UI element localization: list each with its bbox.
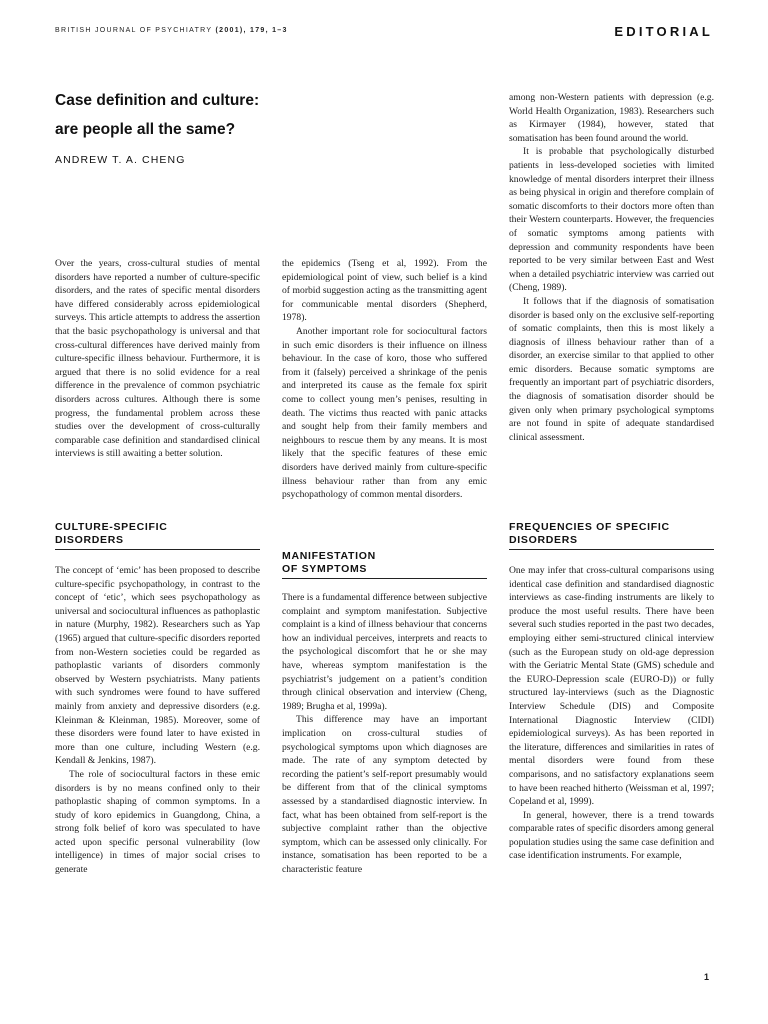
section-body-manifestation	[282, 591, 487, 876]
section-heading-manifestation	[282, 550, 487, 579]
paragraph: among non-Western patients with depression (e.g. World Health Organization, 1983). Researchers such as Kirmayer (1984), however, stated that somatisation has been found around the world.	[509, 92, 714, 144]
paragraph: The role of sociocultural factors in these emic disorders is by no means confined only to their pathoplastic shaping of common symptoms. In a study of koro epidemics in Guangdong, China, a strong folk belief of koro was speculated to have acted upon specific personal vulnerability (low intelligence) in times of major social crises to generate	[55, 768, 260, 876]
paragraph: This difference may have an important implication on cross-cultural studies of psychological symptoms upon which diagnoses are made. The rate of any symptom detected by recording the patient’s self-report presumably would be different from that of the clinical symptoms assessed by a standardised diagnostic interview. In fact, what has been obtained from self-report is the subjective complaint rather than the objective symptom, which can be assessed only clinically. For instance, somatisation has been reported to be a characteristic feature	[282, 714, 487, 875]
section-body-frequencies	[509, 564, 714, 863]
section-label: EDITORIAL	[614, 24, 713, 39]
paragraph: The concept of ‘emic’ has been proposed to describe culture-specific psychopathology, in contrast to the concept of ‘etic’, which sees psychopathology as universal and sociocultural influences as pathoplastic in nature (Murphy, 1982). Researchers such as Yap (1965) argued that culture-specific disorders reported from non-Western societies could be regarded as pathoplastic variants of disorders commonly observed by Western psychiatrists. Many patients with such syndromes were found to have suffered mainly from anxiety and depressive disorders (e.g. Kleinman & Kleinman, 1985). Moreover, some of these disorders were found later to have existed in more than one culture, including Western (e.g. Kendall & Jenkins, 1987).	[55, 565, 260, 767]
article-title-line-1: Case definition and culture:	[55, 92, 260, 109]
paragraph: It is probable that psychologically disturbed patients in less-developed societies with limited knowledge of mental disorders interpret their illness as being physical in origin and therefore complain of somatic discomforts to their doctors more often than their Western counterparts. However, the frequencies of somatic symptoms among patients with depression and community respondents have been reported to be very similar between East and West when a detailed psychiatric interview was carried out (Cheng, 1989).	[509, 146, 714, 294]
column-3-continuation	[509, 91, 714, 444]
paragraph: Another important role for sociocultural factors in such emic disorders is their influence on illness behaviour. In the case of koro, those who suffered from it (falsely) perceived a shrinkage of the penis and interpreted its cause as the female fox spirit come to collect young men’s penises, resulting in death. The victims thus reacted with panic attacks and sought help from their family members and neighbours to rescue them by any means. It is most likely that the specific features of these emic disorders have derived mainly from culture-specific illness behaviour rather than from any emic psychopathology of common mental disorders.	[282, 325, 487, 501]
journal-ref: (2001), 179, 1–3	[215, 27, 288, 34]
paragraph: One may infer that cross-cultural comparisons using identical case definition and standardised diagnostic interviews as case-finding instruments are likely to produce the most useful results. There have been several such studies reported in the past two decades, employing either semi-structured clinical interview (such as the European study on old-age depression with the Geriatric Mental State (GMS) schedule and the EURO-Depression scale (EURO-D)) or fully structured lay-interviews (such as the Diagnostic Interview Schedule (DIS) and Composite International Diagnostic Interview (CIDI) epidemiological surveys). As has been reported in the literature, differences and similarities in rates of mental disorders were found from these comparisons, and no satisfactory explanations seem to have been reached hitherto (Weissman et al, 1997; Copeland et al, 1999).	[509, 565, 714, 808]
section-heading-culture-specific	[55, 521, 260, 550]
abstract-text: Over the years, cross-cultural studies of mental disorders have reported a number of culture-specific disorders, and the rates of specific mental disorders have differed considerably across epidemiological surveys. This article attempts to address the assertion that the basic psychopathology is universal and that cross-cultural differences have derived mainly from culture-specific illness behaviour. Furthermore, it is argued that there is no solid evidence for a real difference in the prevalence of common psychiatric disorders across cultures. Although there is some progress, the fundamental problem across these studies over the development of cross-culturally comparable case definition and standardised clinical interviews is still awaiting a better solution.	[55, 258, 260, 460]
article-title-line-2: are people all the same?	[55, 121, 236, 138]
paragraph: the epidemics (Tseng et al, 1992). From the epidemiological point of view, such belief is a kind of morbid suggestion acting as the transmitting agent for communicable mental disorders (Shepherd, 1978).	[282, 258, 487, 324]
section-heading: FREQUENCIES OF SPECIFIC DISORDERS	[509, 521, 714, 550]
journal-header	[55, 27, 288, 34]
section-heading: CULTURE-SPECIFIC DISORDERS	[55, 521, 260, 550]
paragraph: It follows that if the diagnosis of somatisation disorder is based only on the exclusive self-reporting of somatic complaints, then this is most likely a diagnosis of illness behaviour rather than of a disorder, an exercise similar to that applied to other emic disorders. Because somatic symptoms are frequently an important part of psychiatric disorders, the diagnosis of somatisation disorder should be given only when primary psychological symptoms are not found in spite of adequate standardised clinical assessment.	[509, 295, 714, 443]
page-number: 1	[703, 972, 709, 982]
paragraph: There is a fundamental difference between subjective complaint and symptom manifestation. Subjective complaint is a kind of illness behaviour that concerns how an individual perceives, interprets and reacts to the psychological discomfort that he or she may have, whereas symptom manifestation is the psychiatrist’s judgement on a patient’s condition through clinical observation and interview (Cheng, 1989; Brugha et al, 1999a).	[282, 592, 487, 712]
section-heading: MANIFESTATION OF SYMPTOMS	[282, 550, 487, 579]
article-author: ANDREW T. A. CHENG	[55, 154, 186, 166]
section-heading-frequencies	[509, 521, 714, 550]
journal-name: BRITISH JOURNAL OF PSYCHIATRY	[55, 27, 213, 34]
paragraph: In general, however, there is a trend towards comparable rates of specific disorders among general population studies using the same case definition and case identification instruments. For example,	[509, 809, 714, 862]
section-body-culture-specific	[55, 564, 260, 877]
column-2-continuation	[282, 257, 487, 502]
abstract	[55, 257, 260, 461]
